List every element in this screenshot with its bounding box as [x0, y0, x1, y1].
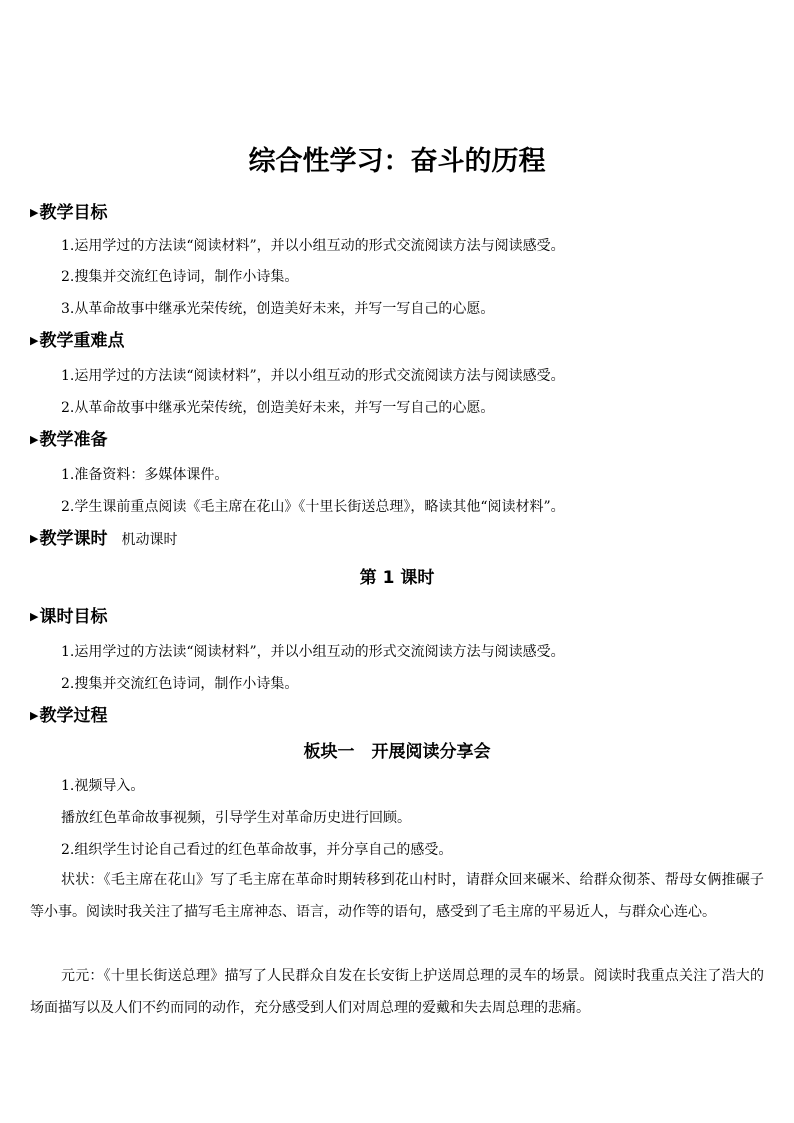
preparation-item-1: 1.准备资料：多媒体课件。 [61, 467, 229, 483]
triangle-bullet-icon: ▶ [30, 433, 39, 446]
heading-key-points: ▶教学重难点 [30, 331, 125, 351]
step-1-detail: 播放红色革命故事视频，引导学生对革命历史进行回顾。 [61, 810, 411, 826]
lesson-1-title: 第 1 课时 [359, 568, 435, 588]
step-2: 2.组织学生讨论自己看过的红色革命故事，并分享自己的感受。 [61, 842, 453, 858]
heading-periods: ▶教学课时 机动课时 [30, 529, 178, 549]
periods-note: 机动课时 [121, 532, 178, 548]
heading-teaching-goals: ▶教学目标 [30, 203, 108, 223]
triangle-bullet-icon: ▶ [30, 709, 39, 722]
triangle-bullet-icon: ▶ [30, 206, 39, 219]
lesson-goal-item-2: 2.搜集并交流红色诗词，制作小诗集。 [61, 676, 299, 692]
page-title: 综合性学习：奋斗的历程 [248, 146, 546, 177]
goal-item-1: 1.运用学过的方法读“阅读材料”，并以小组互动的形式交流阅读方法与阅读感受。 [61, 238, 565, 254]
lesson-goal-item-1: 1.运用学过的方法读“阅读材料”，并以小组互动的形式交流阅读方法与阅读感受。 [61, 644, 565, 660]
heading-preparation: ▶教学准备 [30, 430, 108, 450]
heading-lesson-goals: ▶课时目标 [30, 607, 108, 627]
heading-teaching-process: ▶教学过程 [30, 706, 108, 726]
goal-item-3: 3.从革命故事中继承光荣传统，创造美好未来，并写一写自己的心愿。 [61, 301, 495, 317]
paragraph-zhuangzhuang: 状状：《毛主席在花山》写了毛主席在革命时期转移到花山村时，请群众回来碾米、给群众彻茶、帮母女俩推碾子等小事。阅读时我关注了描写毛主席神态、语言，动作等的语句，感受到了毛主席的平易近人，与群众心连心。 [30, 872, 764, 920]
block-1-title: 板块一 开展阅读分享会 [303, 742, 491, 762]
step-1: 1.视频导入。 [61, 778, 145, 794]
triangle-bullet-icon: ▶ [30, 532, 39, 545]
triangle-bullet-icon: ▶ [30, 334, 39, 347]
key-point-item-2: 2.从革命故事中继承光荣传统，创造美好未来，并写一写自己的心愿。 [61, 400, 495, 416]
triangle-bullet-icon: ▶ [30, 610, 39, 623]
preparation-item-2: 2.学生课前重点阅读《毛主席在花山》《十里长街送总理》，略读其他“阅读材料”。 [61, 499, 565, 515]
key-point-item-1: 1.运用学过的方法读“阅读材料”，并以小组互动的形式交流阅读方法与阅读感受。 [61, 368, 565, 384]
goal-item-2: 2.搜集并交流红色诗词，制作小诗集。 [61, 269, 299, 285]
paragraph-yuanyuan: 元元：《十里长街送总理》描写了人民群众自发在长安街上护送周总理的灵车的场景。阅读时我重点关注了浩大的场面描写以及人们不约而同的动作，充分感受到人们对周总理的爱戴和失去周总理的悲痛。 [30, 968, 764, 1016]
